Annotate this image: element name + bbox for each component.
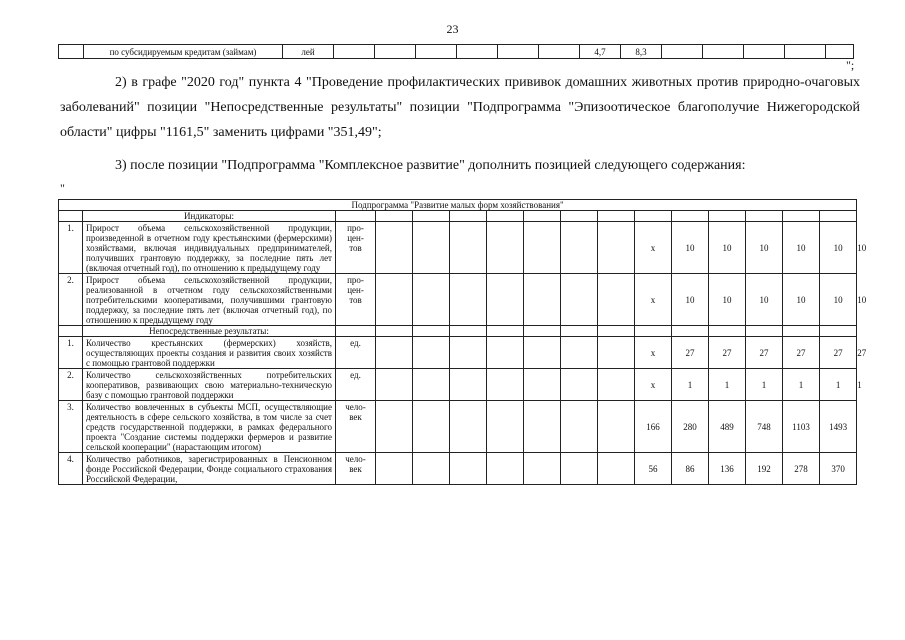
value-cell: 27 <box>820 337 857 369</box>
table-cell <box>375 45 416 59</box>
value-cell: x <box>635 337 672 369</box>
row-name: Прирост объема сельскохозяйственной продукции, реализованной в отчетном году сельскохозяйственными потребительскими кооперативами, получившими грантовую поддержку, за последние пять лет (включая отчетный год), по отношению к предыдущему году <box>83 274 336 326</box>
row-unit <box>336 453 376 485</box>
opening-quote: " <box>60 181 65 195</box>
table-cell <box>334 45 375 59</box>
value-cell: 10 <box>709 274 746 326</box>
value-cell: 27 <box>783 337 820 369</box>
value-cell <box>376 369 413 401</box>
unit-text: век <box>349 412 362 422</box>
value-cell <box>487 222 524 274</box>
table-cell <box>413 326 450 337</box>
table-cell <box>376 326 413 337</box>
paragraph-3: 3) после позиции "Подпрограмма "Комплексное развитие" дополнить позицией следующего содержания: <box>115 158 746 173</box>
table-row <box>59 200 857 211</box>
value-cell: 192 <box>746 453 783 485</box>
indicators-heading: Индикаторы: <box>83 211 336 222</box>
value-cell <box>376 401 413 453</box>
table-row <box>59 401 857 453</box>
value-cell: 166 <box>635 401 672 453</box>
value-cell <box>561 401 598 453</box>
table-row <box>59 453 857 485</box>
value-cell <box>561 337 598 369</box>
table-cell <box>561 211 598 222</box>
value-cell: 27 <box>709 337 746 369</box>
table-cell <box>416 45 457 59</box>
table-cell <box>524 211 561 222</box>
value-cell <box>598 369 635 401</box>
table-cell <box>785 45 826 59</box>
table-cell <box>672 326 709 337</box>
unit-text: цен- <box>347 233 364 243</box>
row-number: 2. <box>59 274 83 326</box>
row-unit <box>336 369 376 401</box>
unit-text: цен- <box>347 285 364 295</box>
subprogram-title: Подпрограмма "Развитие малых форм хозяйствования" <box>59 200 857 211</box>
paragraph-2: 2) в графе "2020 год" пункта 4 "Проведение профилактических прививок домашних животных против природно-очаговых заболеваний" позиции "Непосредственные результаты" позиции "Подпрограмма "Эпизоотическое благополучие Нижегородской области" цифры "1161,5" заменить цифрами "351,49"; <box>60 75 860 140</box>
value-cell: 10 <box>746 274 783 326</box>
unit-text: тов <box>349 243 362 253</box>
row-name: Количество крестьянских (фермерских) хозяйств, осуществляющих проекты создания и развития своих хозяйств с помощью грантовой поддержки <box>83 337 336 369</box>
value-cell: x <box>635 222 672 274</box>
unit-text: про- <box>347 223 364 233</box>
table-cell <box>709 211 746 222</box>
table-cell <box>709 326 746 337</box>
value-cell <box>524 401 561 453</box>
unit-text: чело- <box>345 402 366 412</box>
row-unit <box>336 337 376 369</box>
unit-text: чело- <box>345 454 366 464</box>
previous-table-tail <box>58 44 854 59</box>
value-cell: 10 <box>672 274 709 326</box>
table-cell <box>826 45 854 59</box>
value-cell: 1 <box>783 369 820 401</box>
value-cell <box>487 453 524 485</box>
page-number: 23 <box>446 22 459 36</box>
unit-text: тов <box>349 295 362 305</box>
value-cell <box>450 453 487 485</box>
table-cell <box>457 45 498 59</box>
value-cell: 10 <box>820 274 857 326</box>
value-cell <box>561 369 598 401</box>
value-cell <box>376 222 413 274</box>
value-cell <box>413 401 450 453</box>
value-cell <box>524 222 561 274</box>
indicators-table <box>58 199 867 485</box>
value-cell: 1 <box>709 369 746 401</box>
value-cell <box>450 401 487 453</box>
row-unit <box>336 274 376 326</box>
table-row: 2. Количество сельскохозяйственных потребительских кооперативов, развивающих свою материально-техническую базу с помощью грантовой поддержки ед. x 1 1 1 1 1 1 <box>59 369 857 401</box>
table-cell <box>59 211 83 222</box>
row-unit <box>336 401 376 453</box>
value-cell <box>413 453 450 485</box>
value-cell <box>450 274 487 326</box>
value-cell <box>524 337 561 369</box>
value-cell: 1 <box>746 369 783 401</box>
table-cell <box>598 326 635 337</box>
table-cell <box>59 45 84 59</box>
table-cell <box>487 326 524 337</box>
row-name: по субсидируемым кредитам (займам) <box>84 45 283 59</box>
unit-text: ед. <box>350 370 361 380</box>
value-cell: 136 <box>709 453 746 485</box>
value-cell <box>598 222 635 274</box>
table-cell <box>746 211 783 222</box>
table-cell: 4,7 <box>580 45 621 59</box>
value-cell <box>598 401 635 453</box>
row-number: 1. <box>59 222 83 274</box>
table-row <box>59 211 857 222</box>
row-number: 3. <box>59 401 83 453</box>
value-cell <box>561 453 598 485</box>
table-cell <box>413 211 450 222</box>
value-cell: 10 <box>783 222 820 274</box>
value-cell <box>376 337 413 369</box>
value-cell <box>413 274 450 326</box>
table-cell <box>783 326 820 337</box>
value-cell: 748 <box>746 401 783 453</box>
table-cell <box>450 326 487 337</box>
value-cell <box>487 274 524 326</box>
value-cell: 27 <box>746 337 783 369</box>
value-cell: x <box>635 369 672 401</box>
table-row: 2. Прирост объема сельскохозяйственной продукции, реализованной в отчетном году сельскохозяйственными потребительскими кооперативами, получившими грантовую поддержку, за последние пять лет (включая отчетный год), по отношению к предыдущему году про- цен- тов x 10 10 10 10 10 10 <box>59 274 857 326</box>
row-name: Количество вовлеченных в субъекты МСП, осуществляющие деятельность в сфере сельского хозяйства, в том числе за счет средств государственной поддержки, в рамках федерального проекта "Создание системы поддержки фермеров и развитие сельской кооперации" (нарастающим итогом) <box>83 401 336 453</box>
value-cell: 10 <box>672 222 709 274</box>
value-cell <box>413 337 450 369</box>
value-cell <box>524 274 561 326</box>
value-cell: 1493 <box>820 401 857 453</box>
value-cell <box>413 222 450 274</box>
row-number: 4. <box>59 453 83 485</box>
value-cell: x <box>635 274 672 326</box>
value-cell <box>524 369 561 401</box>
row-unit: лей <box>283 45 334 59</box>
row-number: 1. <box>59 337 83 369</box>
unit-text: про- <box>347 275 364 285</box>
table-row <box>59 45 854 59</box>
row-unit <box>336 222 376 274</box>
value-cell: 86 <box>672 453 709 485</box>
value-cell: 1 <box>820 369 857 401</box>
table-cell <box>820 326 857 337</box>
value-cell: 10 <box>709 222 746 274</box>
value-cell <box>561 222 598 274</box>
table-cell <box>598 211 635 222</box>
table-cell <box>744 45 785 59</box>
value-cell <box>450 337 487 369</box>
value-cell <box>561 274 598 326</box>
value-cell: 489 <box>709 401 746 453</box>
value-cell <box>487 337 524 369</box>
table-cell <box>662 45 703 59</box>
table-row <box>59 326 857 337</box>
table-cell <box>635 211 672 222</box>
table-cell <box>498 45 539 59</box>
value-cell: 1103 <box>783 401 820 453</box>
table-cell <box>703 45 744 59</box>
value-cell <box>376 453 413 485</box>
closing-quote: "; <box>846 58 855 72</box>
value-cell <box>598 274 635 326</box>
value-cell <box>487 369 524 401</box>
table-cell <box>336 211 376 222</box>
value-cell: 10 <box>783 274 820 326</box>
value-cell: 280 <box>672 401 709 453</box>
results-heading: Непосредственные результаты: <box>83 326 336 337</box>
table-cell <box>376 211 413 222</box>
value-cell: 1 <box>672 369 709 401</box>
value-cell: 56 <box>635 453 672 485</box>
table-cell <box>672 211 709 222</box>
table-cell <box>336 326 376 337</box>
value-cell <box>524 453 561 485</box>
value-cell: 27 <box>672 337 709 369</box>
table-cell <box>487 211 524 222</box>
value-cell: 10 <box>820 222 857 274</box>
table-cell <box>539 45 580 59</box>
value-cell <box>376 274 413 326</box>
row-name: Количество сельскохозяйственных потребительских кооперативов, развивающих свою материально-техническую базу с помощью грантовой поддержки <box>83 369 336 401</box>
unit-text: век <box>349 464 362 474</box>
value-cell <box>450 369 487 401</box>
value-cell <box>598 337 635 369</box>
table-cell <box>561 326 598 337</box>
table-cell <box>820 211 857 222</box>
value-cell: 370 <box>820 453 857 485</box>
value-cell <box>450 222 487 274</box>
table-cell <box>635 326 672 337</box>
value-cell: 10 <box>746 222 783 274</box>
row-name: Прирост объема сельскохозяйственной продукции, произведенной в отчетном году крестьянскими (фермерскими) хозяйствами, включая индивидуальных предпринимателей, получивших грантовую поддержку, за последние пять лет (включая отчетный год), по отношению к предыдущему году <box>83 222 336 274</box>
value-cell <box>413 369 450 401</box>
unit-text: ед. <box>350 338 361 348</box>
row-number: 2. <box>59 369 83 401</box>
value-cell <box>487 401 524 453</box>
table-cell <box>59 326 83 337</box>
table-cell <box>783 211 820 222</box>
value-cell: 278 <box>783 453 820 485</box>
table-cell: 8,3 <box>621 45 662 59</box>
table-row: 1. Прирост объема сельскохозяйственной продукции, произведенной в отчетном году крестьянскими (фермерскими) хозяйствами, включая индивидуальных предпринимателей, получивших грантовую поддержку, за последние пять лет (включая отчетный год), по отношению к предыдущему году про- цен- тов x 10 10 10 10 10 10 <box>59 222 857 274</box>
table-cell <box>450 211 487 222</box>
row-name: Количество работников, зарегистрированных в Пенсионном фонде Российской Федерации, Фонде социального страхования Российской Федерации, <box>83 453 336 485</box>
table-cell <box>746 326 783 337</box>
table-cell <box>524 326 561 337</box>
table-row: 1. Количество крестьянских (фермерских) хозяйств, осуществляющих проекты создания и развития своих хозяйств с помощью грантовой поддержки ед. x 27 27 27 27 27 27 <box>59 337 857 369</box>
value-cell <box>598 453 635 485</box>
